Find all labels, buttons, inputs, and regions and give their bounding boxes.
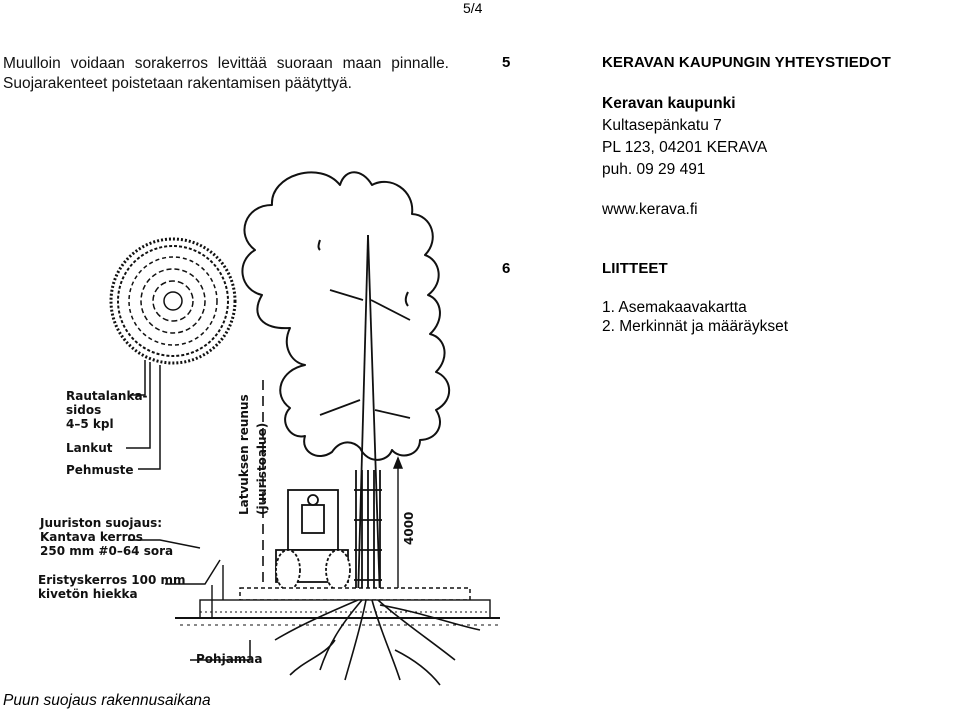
page-number: 5/4 [463, 0, 483, 16]
section-5-title: KERAVAN KAUPUNGIN YHTEYSTIEDOT [602, 54, 891, 71]
tree-protection-figure [0, 150, 500, 690]
label-rautalanka-1: Rautalanka- [66, 389, 148, 403]
intro-paragraph: Muulloin voidaan sorakerros levittää suoraan maan pinnalle. Suojarakenteet poistetaan rakentamisen päätyttyä. [3, 55, 449, 92]
work-machine [276, 490, 350, 590]
label-eriste-2: kivetön hiekka [38, 587, 138, 601]
label-suojaus-1: Juuriston suojaus: [40, 516, 163, 530]
label-suojaus-3: 250 mm #0–64 sora [40, 544, 174, 558]
contact-address-2: PL 123, 04201 KERAVA [602, 139, 768, 156]
tree-crown [242, 172, 449, 460]
label-lankut: Lankut [66, 441, 113, 455]
label-latvus-1: Latvuksen reunus [237, 394, 251, 515]
contact-address-1: Kultasepänkatu 7 [602, 117, 722, 134]
label-latvus-2: (juuristoalue) [255, 422, 269, 515]
contact-block [602, 93, 767, 181]
attachment-item[interactable]: 1. Asemakaavakartta [602, 299, 747, 316]
attachment-item[interactable]: 2. Merkinnät ja määräykset [602, 318, 789, 335]
height-dimension [394, 458, 402, 600]
label-rautalanka-3: 4–5 kpl [66, 417, 114, 431]
ground-layers [175, 588, 500, 625]
contact-web-link[interactable]: www.kerava.fi [602, 201, 698, 218]
attachments-list [602, 298, 788, 336]
section-5-number: 5 [502, 54, 511, 71]
label-eriste-1: Eristyskerros 100 mm [38, 573, 186, 587]
section-6-title: LIITTEET [602, 260, 668, 277]
label-suojaus-2: Kantava kerros [40, 530, 143, 544]
figure-caption: Puun suojaus rakennusaikana [3, 692, 211, 709]
label-pehmuste: Pehmuste [66, 463, 134, 477]
label-pohjamaa: Pohjamaa [196, 652, 263, 666]
trunk-cross-section [111, 239, 235, 363]
section-6-number: 6 [502, 260, 511, 277]
label-height-4000: 4000 [402, 511, 416, 545]
contact-phone: puh. 09 29 491 [602, 161, 706, 178]
contact-org: Keravan kaupunki [602, 95, 736, 112]
label-rautalanka-2: sidos [66, 403, 102, 417]
